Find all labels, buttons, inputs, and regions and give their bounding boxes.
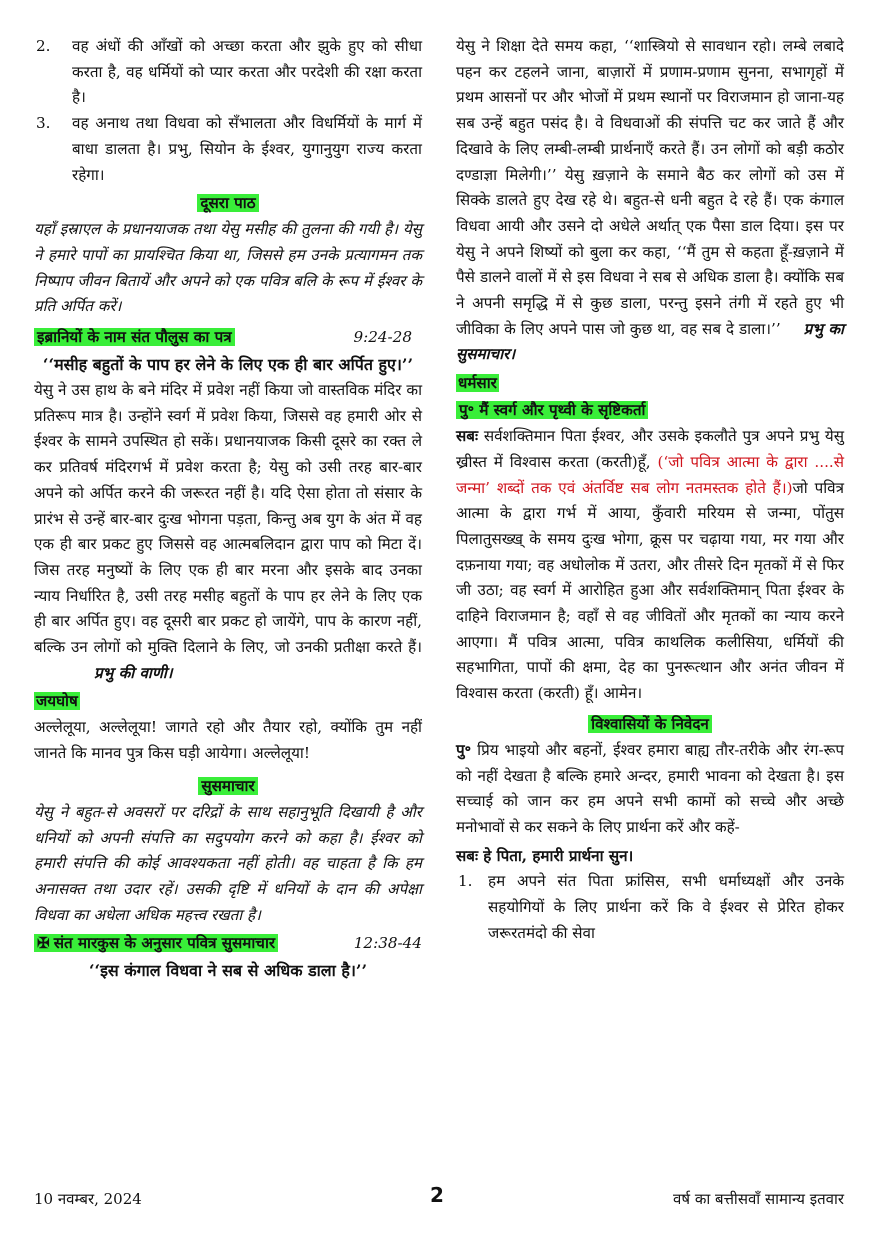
gospel-intro: येसु ने बहुत-से अवसरों पर दरिद्रों के साथ सहानुभूति दिखायी है और धनियों को अपनी संपत्ति का सदुपयोग करने को कहा है। ईश्वर को हमारी संपत्ति की कोई आवश्यकता नहीं होती। वह चाहता है कि हम अनासक्त तथा उदार रहें। उसकी दृष्टि में धनियों के दान की अपेक्षा विधवा का अधेला अधिक महत्त्व रखता है। [34,802,422,924]
footer-title: वर्ष का बत्तीसवाँ सामान्य इतवार [673,1190,844,1208]
left-column [34,34,422,984]
prayers-label: पु॰ [456,740,472,759]
creed-heading: धर्मसार [458,374,497,393]
acclamation-heading: जयघोष [36,692,78,711]
second-reading-heading-row [34,190,422,217]
hebrews-body: येसु ने उस हाथ के बने मंदिर में प्रवेश नहीं किया जो वास्तविक मंदिर का प्रतिरूप मात्र है। उन्होंने स्वर्ग में प्रवेश किया, जिससे वह हमारी ओर से ईश्वर के सामने उपस्थित हो सकें। प्रधानयाजक किसी दूसरे का रक्त ले कर प्रतिवर्ष मंदिरगर्भ में प्रवेश करता है; येसु को उसी तरह बार-बार अपने को अर्पित करने की जरूरत नहीं है। यदि ऐसा होता तो संसार के प्रारंभ से उन्हें बार-बार दुःख भोगना पड़ता, किन्तु अब युग के अंत में वह एक ही बार प्रकट हुए जिससे वह आत्मबलिदान द्वारा पाप को मिटा दें। जिस तरह मनुष्यों के लिए एक ही बार मरना और इसके बाद उनका न्याय निर्धारित है, उसी तरह मसीह बहुतों के पाप हर लेने के लिए एक ही बार अर्पित हुए। वह दूसरी बार प्रकट हो जायेंगे, पाप के कारण नहीं, बल्कि उन लोगों को मुक्ति दिलाने के लिए, जो उनकी प्रतीक्षा करते हैं। [34,381,422,657]
prayers-heading: विश्वासियों के निवेदन [588,715,712,733]
list-item [34,111,422,188]
right-column [456,34,844,947]
verse-number: 3. [36,114,51,133]
verse-number: 2. [36,37,51,55]
psalm-verses [34,34,422,188]
gospel-body: येसु ने शिक्षा देते समय कहा, ‘‘शास्त्रियो से सावधान रहो। लम्बे लबादे पहन कर टहलने जाना, बाज़ारों में प्रणाम-प्रणाम सुनना, सभागृहों में प्रथम आसनों पर और भोजों में प्रथम स्थानों पर विराजमान हो जाना-यह सब उन्हें बहुत पसंद है। वे विधवाओं की संपत्ति चट कर जाते हैं और दिखावे के लिए लम्बी-लम्बी प्रार्थनाएँ करते हैं। उन लोगों को बड़ी कठोर दण्डाज्ञा मिलेगी।’’ येसु ख़ज़ाने के समाने बैठ कर लोगों को उस में सिक्के डालते हुए देख रहे थे। बहुत-से धनी बहुत दे रहे हैं। एक कंगाल विधवा आयी और उसने दो अधेले अर्थात् एक पैसा डाल दिया। इस पर येसु ने अपने शिष्यों को बुला कर कहा, ‘‘मैं तुम से कहता हूँ-ख़ज़ाने में पैसे डालने वालों में से इस विधवा ने सब से अधिक डाला है। क्योंकि सब ने अपनी समृद्धि में से कुछ डाला, परन्तु इसने तंगी में रहते हुए भी जीविका के लिए अपने पास जो कुछ था, वह सब दे डाला।’’ [456,37,844,338]
mark-heading: संत मारकुस के अनुसार पवित्र सुसमाचार [53,934,276,953]
verse-text: वह अनाथ तथा विधवा को सँभालता और विधर्मियों के मार्ग में बाधा डालता है। प्रभु, सियोन के ईश्वर, युगानुयुग राज्य करता रहेगा। [72,114,422,184]
verse-text: वह अंधों की आँखों को अच्छा करता और झुके हुए को सीधा करता है, वह धर्मियों को प्यार करता और परदेशी की रक्षा करता है। [72,37,422,107]
creed-title-row [456,397,844,424]
prayers-list [456,869,844,946]
second-reading-intro: यहाँ इस्राएल के प्रधानयाजक तथा येसु मसीह की तुलना की गयी है। येसु ने हमारे पापों का प्रायश्चित किया था, जिससे हम उनके प्रत्यागमन तक निष्पाप जीवन बितायें और अपने को एक पवित्र बलि के रूप में ईश्वर के प्रति अर्पित करें। [34,220,422,316]
gospel-text [456,34,844,368]
hebrews-signoff: प्रभु की वाणी। [94,663,173,682]
list-item [456,869,844,946]
acclamation-heading-row [34,688,422,715]
hebrews-text [34,378,422,686]
hebrews-quote: ‘‘मसीह बहुतों के पाप हर लेने के लिए एक ही बार अर्पित हुए।’’ [42,355,414,375]
prayers-response: सबः हे पिता, हमारी प्रार्थना सुन। [456,846,634,865]
creed-title: पु॰ मैं स्वर्ग और पृथ्वी के सृष्टिकर्ता [456,401,648,419]
gospel-heading-row [34,773,422,800]
hebrews-heading: इब्रानियों के नाम संत पौलुस का पत्र [34,328,235,346]
mark-heading-highlight [34,934,278,952]
mark-reference: 12:38-44 [353,934,422,953]
creed-heading-row [456,370,844,397]
gospel-signoff: प्रभु का सुसमाचार। [456,319,844,364]
creed-text [456,424,844,707]
second-reading-heading: दूसरा पाठ [197,194,258,212]
hebrews-heading-row [34,324,422,351]
page-footer [34,1183,844,1213]
prayer-text: हम अपने संत पिता फ्रांसिस, सभी धर्माध्यक्षों और उनके सहयोगियों के लिए प्रार्थना करें कि वे ईश्वर से प्रेरित होकर जरूरतमंदो की सेवा [488,872,844,942]
creed-rubric: (‘जो पवित्र आत्मा के द्वारा ....से जन्मा’ शब्दों तक एवं अंतर्विष्ट सब लोग नतमस्तक होते हैं।) [456,452,845,497]
prayers-intro-text: प्रिय भाइयो और बहनों, ईश्वर हमारा बाह्य तौर-तरीके और रंग-रूप को नहीं देखता है बल्कि हमारे अन्दर, हमारी भावना को देखता है। इस सच्चाई को जान कर हम अपने सभी कामों को सच्चे और अच्छे मनोभावों से कर सकने के लिए प्रार्थना करें और कहें- [456,740,845,836]
list-item [34,34,422,111]
cross-icon: ✠ [37,934,50,953]
page-number: 2 [430,1183,444,1207]
mark-heading-row [34,930,422,957]
creed-part2: जो पवित्र आत्मा के द्वारा गर्भ में आया, कुँवारी मरियम से जन्मा, पोंतुस पिलातुसख्ख् के समय दुःख भोगा, क्रूस पर चढ़ाया गया, मर गया और दफ़नाया गया; वह अधोलोक में उतरा, और तीसरे दिन मृतकों में से फिर जी उठा; वह स्वर्ग में आरोहित हुआ और सर्वशक्तिमान् पिता ईश्वर के दाहिने विराजमान है; वहाँ से वह जीवितों और मृतकों का न्याय करने आएगा। मैं पवित्र आत्मा, पवित्र काथलिक कलीसिया, धर्मियों की सहभागिता, पापों की क्षमा, देह का पुनरूत्थान और अनंत जीवन में विश्वास करता (करती) हूँ। आमेन। [456,478,844,703]
prayers-heading-row [456,711,844,738]
creed-label: सबः [456,427,479,446]
mark-quote: ‘‘इस कंगाल विधवा ने सब से अधिक डाला है।’’ [88,961,368,981]
prayers-intro [456,738,844,841]
creed-part1: सर्वशक्तिमान पिता ईश्वर, और उसके इकलौते पुत्र अपने प्रभु येसु ख्रीस्त में विश्वास करता (करती)हूँ, [456,427,844,471]
footer-date: 10 नवम्बर, 2024 [34,1190,142,1208]
prayer-number: 1. [458,872,473,891]
gospel-heading: सुसमाचार [198,777,257,795]
hebrews-reference: 9:24-28 [353,328,412,347]
acclamation-text: अल्लेलूया, अल्लेलूया! जागते रहो और तैयार रहो, क्योंकि तुम नहीं जानते कि मानव पुत्र किस घड़ी आयेगा। अल्लेलूया! [34,718,422,763]
